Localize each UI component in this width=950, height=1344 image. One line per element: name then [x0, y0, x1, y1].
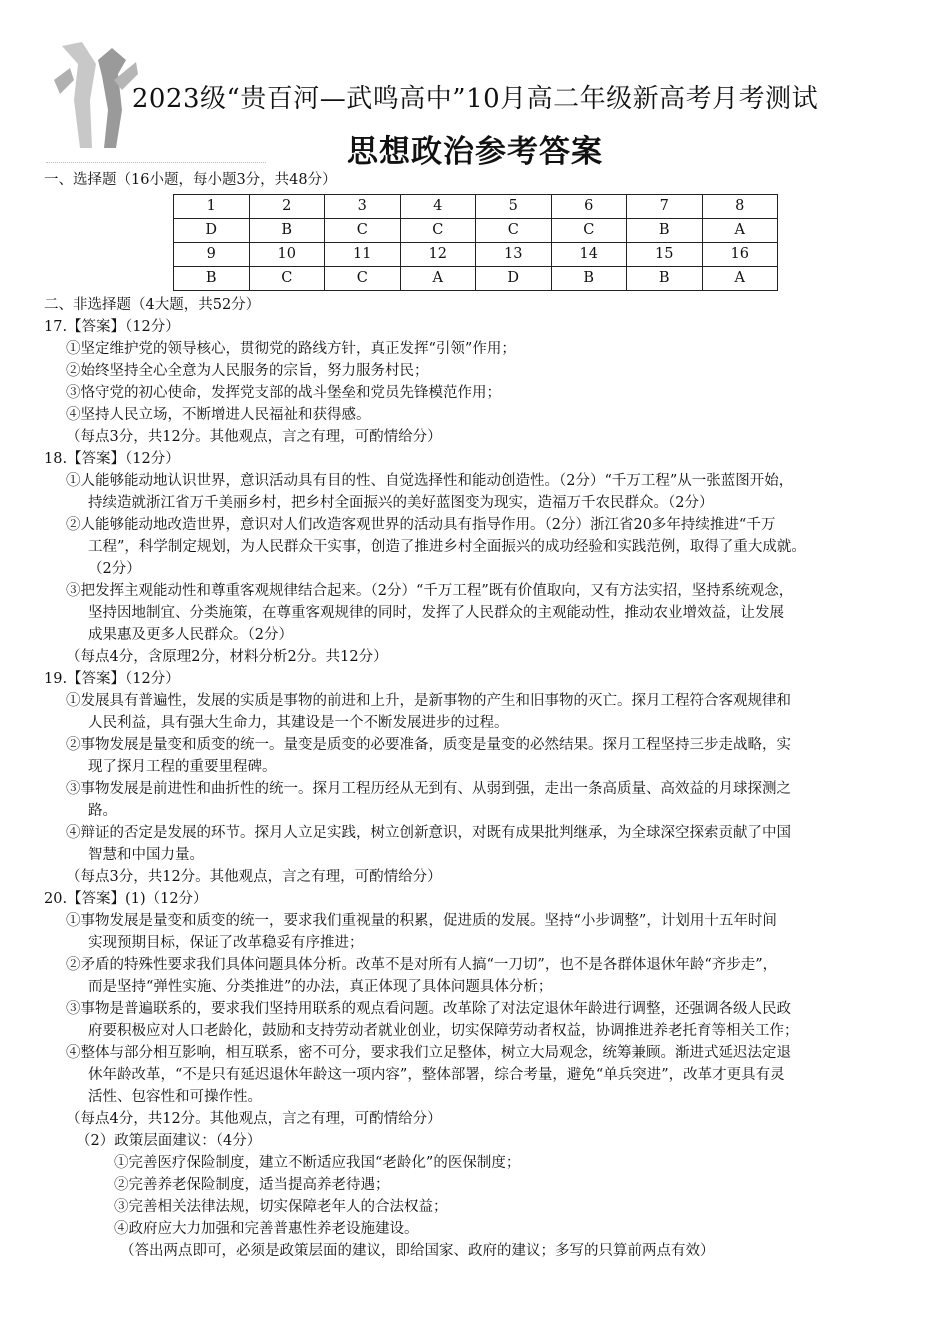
- q20-line: 府要积极应对人口老龄化，鼓励和支持劳动者就业创业，切实保障劳动者权益，协调推进养老托育等相关工作；: [88, 1023, 799, 1039]
- question-number: 12: [400, 243, 476, 267]
- q19-line: ③事物发展是前进性和曲折性的统一。探月工程历经从无到有、从弱到强，走出一条高质量、高效益的月球探测之: [66, 781, 791, 797]
- dotted-divider: [46, 162, 266, 165]
- q19-heading: 19.【答案】（12分）: [44, 671, 180, 687]
- q18-line: 工程”，科学制定规划，为人民群众干实事，创造了推进乡村全面振兴的成功经验和实践范例，取得了重大成就。: [88, 539, 806, 555]
- answer-letter: B: [174, 267, 250, 291]
- q18-line: ③把发挥主观能动性和尊重客观规律结合起来。（2分）“千万工程”既有价值取向，又有方法实招，坚持系统观念，: [66, 583, 794, 599]
- q20-part2-point: ①完善医疗保险制度，建立不断适应我国“老龄化”的医保制度；: [114, 1155, 521, 1171]
- q17-point: ③恪守党的初心使命，发挥党支部的战斗堡垒和党员先锋模范作用；: [66, 385, 501, 401]
- q20-line: 活性、包容性和可操作性。: [88, 1089, 262, 1105]
- answer-letter: C: [551, 219, 627, 243]
- question-number: 1: [174, 195, 250, 219]
- q19-line: ④辩证的否定是发展的环节。探月人立足实践，树立创新意识，对既有成果批判继承，为全球深空探索贡献了中国: [66, 825, 791, 841]
- question-number: 15: [627, 243, 703, 267]
- q19-line: 人民利益，具有强大生命力，其建设是一个不断发展进步的过程。: [88, 715, 509, 731]
- q19-line: ②事物发展是量变和质变的统一。量变是质变的必要准备，质变是量变的必然结果。探月工程坚持三步走战略，实: [66, 737, 791, 753]
- q17-scoring-note: （每点3分，共12分。其他观点，言之有理，可酌情给分）: [66, 429, 442, 445]
- q20-line: ②矛盾的特殊性要求我们具体问题具体分析。改革不是对所有人搞“一刀切”，也不是各群体退休年龄“齐步走”，: [66, 957, 778, 973]
- q17-heading: 17.【答案】（12分）: [44, 319, 180, 335]
- answer-letter: C: [325, 267, 401, 291]
- table-row: [174, 195, 778, 219]
- q20-part2-note: （答出两点即可，必须是政策层面的建议，即给国家、政府的建议；多写的只算前两点有效）: [120, 1243, 715, 1259]
- q19-line: 路。: [88, 803, 117, 819]
- question-number: 2: [249, 195, 325, 219]
- q20-line: ①事物发展是量变和质变的统一，要求我们重视量的积累，促进质的发展。坚持“小步调整”，计划用十五年时间: [66, 913, 777, 929]
- q18-line: （2分）: [88, 561, 141, 577]
- q18-line: ①人能够能动地认识世界，意识活动具有目的性、自觉选择性和能动创造性。（2分）“千万工程”从一张蓝图开始，: [66, 473, 794, 489]
- answer-letter: A: [702, 267, 778, 291]
- q20-scoring-note: （每点4分，共12分。其他观点，言之有理，可酌情给分）: [66, 1111, 442, 1127]
- choice-answer-table: [173, 194, 778, 291]
- exam-title: 2023级“贵百河—武鸣高中”10月高二年级新高考月考测试: [131, 84, 819, 114]
- q18-heading: 18.【答案】（12分）: [44, 451, 180, 467]
- question-number: 13: [476, 243, 552, 267]
- q19-line: ①发展具有普遍性，发展的实质是事物的前进和上升，是新事物的产生和旧事物的灭亡。探月工程符合客观规律和: [66, 693, 791, 709]
- question-number: 11: [325, 243, 401, 267]
- table-row: [174, 219, 778, 243]
- q20-part2-point: ②完善养老保险制度，适当提高养老待遇；: [114, 1177, 390, 1193]
- question-number: 16: [702, 243, 778, 267]
- question-number: 3: [325, 195, 401, 219]
- question-number: 10: [249, 243, 325, 267]
- q18-line: 持续造就浙江省万千美丽乡村，把乡村全面振兴的美好蓝图变为现实，造福万千农民群众。（2分）: [88, 495, 714, 511]
- question-number: 14: [551, 243, 627, 267]
- answer-letter: B: [627, 267, 703, 291]
- q17-point: ②始终坚持全心全意为人民服务的宗旨，努力服务村民；: [66, 363, 429, 379]
- q18-scoring-note: （每点4分，含原理2分，材料分析2分。共12分）: [66, 649, 388, 665]
- answer-letter: A: [400, 267, 476, 291]
- q17-point: ④坚持人民立场，不断增进人民福祉和获得感。: [66, 407, 371, 423]
- answer-letter: D: [174, 219, 250, 243]
- q20-line: ④整体与部分相互影响，相互联系，密不可分，要求我们立足整体，树立大局观念，统筹兼顾。渐进式延迟法定退: [66, 1045, 791, 1061]
- answer-letter: C: [325, 219, 401, 243]
- q20-line: 休年龄改革，“不是只有延迟退休年龄这一项内容”，整体部署，综合考量，避免“单兵突进”，改革才更具有灵: [88, 1067, 785, 1083]
- q20-heading: 20.【答案】(1)（12分）: [44, 891, 208, 907]
- q20-part2-point: ④政府应大力加强和完善普惠性养老设施建设。: [114, 1221, 419, 1237]
- q18-line: ②人能够能动地改造世界，意识对人们改造客观世界的活动具有指导作用。（2分）浙江省20多年持续推进“千万: [66, 517, 776, 533]
- answer-letter: B: [627, 219, 703, 243]
- q19-line: 现了探月工程的重要里程碑。: [88, 759, 277, 775]
- answer-letter: C: [400, 219, 476, 243]
- q20-line: 而是坚持“弹性实施、分类推进”的办法，真正体现了具体问题具体分析；: [88, 979, 553, 995]
- q18-line: 成果惠及更多人民群众。（2分）: [88, 627, 293, 643]
- answer-letter: C: [249, 267, 325, 291]
- q18-line: 坚持因地制宜、分类施策，在尊重客观规律的同时，发挥了人民群众的主观能动性，推动农业增效益，让发展: [88, 605, 784, 621]
- q20-line: ③事物是普遍联系的，要求我们坚持用联系的观点看问题。改革除了对法定退休年龄进行调整，还强调各级人民政: [66, 1001, 791, 1017]
- question-number: 9: [174, 243, 250, 267]
- section2-heading: 二、非选择题（4大题，共52分）: [44, 297, 261, 313]
- section1-heading: 一、选择题（16小题，每小题3分，共48分）: [44, 172, 337, 188]
- question-number: 5: [476, 195, 552, 219]
- q20-part2-heading: （2）政策层面建议：（4分）: [76, 1133, 262, 1149]
- q17-point: ①坚定维护党的领导核心，贯彻党的路线方针，真正发挥“引领”作用；: [66, 341, 516, 357]
- answer-letter: D: [476, 267, 552, 291]
- answer-letter: A: [702, 219, 778, 243]
- question-number: 4: [400, 195, 476, 219]
- q19-scoring-note: （每点3分，共12分。其他观点，言之有理，可酌情给分）: [66, 869, 442, 885]
- answer-letter: C: [476, 219, 552, 243]
- question-number: 6: [551, 195, 627, 219]
- answer-letter: B: [551, 267, 627, 291]
- question-number: 7: [627, 195, 703, 219]
- answer-key-title: 思想政治参考答案: [347, 134, 603, 170]
- table-row: [174, 267, 778, 291]
- q20-line: 实现预期目标，保证了改革稳妥有序推进；: [88, 935, 364, 951]
- table-row: [174, 243, 778, 267]
- question-number: 8: [702, 195, 778, 219]
- q19-line: 智慧和中国力量。: [88, 847, 204, 863]
- answer-letter: B: [249, 219, 325, 243]
- q20-part2-point: ③完善相关法律法规，切实保障老年人的合法权益；: [114, 1199, 448, 1215]
